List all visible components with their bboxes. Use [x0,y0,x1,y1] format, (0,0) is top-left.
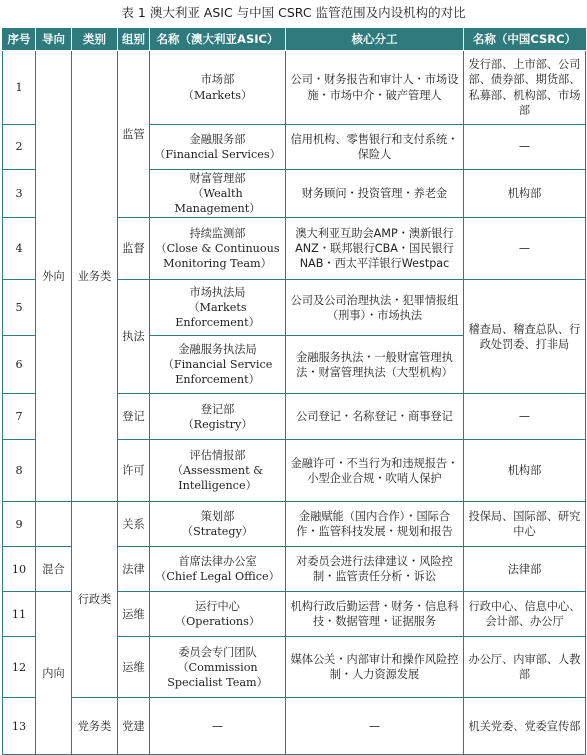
group-cell: 运维 [118,637,150,698]
header-num: 序号 [3,29,36,51]
asic-name-cell [150,125,286,170]
asic-name-en: （Registry） [182,417,253,431]
asic-name-cell [150,280,286,336]
group-cell: 监管 [118,51,150,218]
orientation-cell: 内向 [36,592,72,755]
asic-name-cn: 市场执法局 [189,286,246,300]
asic-name-cell [150,51,286,125]
csrc-name-cell: 投保局、国际部、研究中心 [464,502,586,547]
csrc-name-cell: — [464,125,586,170]
table-row [3,51,586,125]
group-cell: 执法 [118,280,150,394]
core-cell: 财务顾问・投资管理・养老金 [286,170,464,218]
asic-name-cell: — [150,698,286,755]
group-cell: 监督 [118,218,150,280]
row-num: 7 [3,394,36,440]
csrc-name-cell: 行政中心、信息中心、会计部、办公厅 [464,592,586,637]
asic-name-cn: 首席法律办公室 [178,555,257,569]
asic-name-cell [150,218,286,280]
group-cell: 许可 [118,440,150,502]
row-num: 1 [3,51,36,125]
asic-name-cell [150,394,286,440]
asic-name-en: （Chief Legal Office） [155,570,280,584]
core-cell: — [286,698,464,755]
group-cell: 登记 [118,394,150,440]
asic-name-cell [150,592,286,637]
asic-name-en: （Close & Continuous Monitoring Team） [155,242,280,271]
csrc-name-cell: 办公厅、内审部、人教部 [464,637,586,698]
asic-name-cn: 财富管理部 [189,172,246,185]
row-num: 9 [3,502,36,547]
row-num: 12 [3,637,36,698]
row-num: 3 [3,170,36,218]
asic-name-cell [150,502,286,547]
csrc-name-cell: — [464,218,586,280]
asic-name-cn: 金融服务执法局 [178,343,257,357]
csrc-name-cell: 机关党委、党委宣传部 [464,698,586,755]
csrc-name-cell: 机构部 [464,170,586,218]
asic-name-cn: 策划部 [200,510,235,524]
row-num: 11 [3,592,36,637]
category-cell: 行政类 [72,502,118,698]
asic-name-en: （Operations） [174,615,261,629]
asic-name-en: （Assessment & Intelligence） [171,464,264,493]
group-cell: 党建 [118,698,150,755]
core-cell: 信用机构、零售银行和支付系统・保险人 [286,125,464,170]
csrc-name-cell: 法律部 [464,547,586,592]
asic-name-cn: 市场部 [200,73,235,87]
core-cell: 金融服务执法・一般财富管理执法・财富管理执法（大型机构） [286,336,464,394]
asic-name-cn: 委员会专门团队 [178,645,257,659]
category-cell: 党务类 [72,698,118,755]
asic-name-cell [150,440,286,502]
row-num: 5 [3,280,36,336]
orientation-cell: 混合 [36,547,72,592]
row-num: 2 [3,125,36,170]
asic-name-en: （Markets Enforcement） [175,301,260,330]
asic-name-cn: 持续监测部 [189,227,246,241]
header-asic-name: 名称（澳大利亚ASIC） [150,29,286,51]
group-cell: 法律 [118,547,150,592]
asic-name-en: （Markets） [182,88,253,102]
header-row [3,29,586,51]
csrc-name-cell: 发行部、上市部、公司部、债券部、期货部、私募部、机构部、市场部 [464,51,586,125]
csrc-name-cell: 稽查局、稽查总队、行政处罚委、打非局 [464,280,586,394]
asic-name-en: （Financial Services） [154,148,281,161]
core-cell: 对委员会进行法律建议・风险控制・监管责任分析・诉讼 [286,547,464,592]
row-num: 6 [3,336,36,394]
asic-name-en: （Strategy） [181,525,254,539]
table-row [3,502,586,547]
group-cell: 运维 [118,592,150,637]
row-num: 13 [3,698,36,755]
row-num: 8 [3,440,36,502]
asic-name-en: （Wealth Management） [174,187,261,216]
asic-name-cell [150,170,286,218]
comparison-table [2,28,586,755]
core-cell: 澳大利亚互助会AMP・澳新银行ANZ・联邦银行CBA・国民银行NAB・西太平洋银行Westpac [286,218,464,280]
core-cell: 公司登记・名称登记・商事登记 [286,394,464,440]
asic-name-cn: 金融服务部 [189,132,246,146]
asic-name-cn: 评估情报部 [189,449,246,463]
asic-name-cn: 登记部 [200,402,235,416]
header-category: 类别 [72,29,118,51]
header-orientation: 导向 [36,29,72,51]
csrc-name-cell: 机构部 [464,440,586,502]
asic-name-cell [150,637,286,698]
core-cell: 金融许可・不当行为和违规报告・小型企业合规・吹哨人保护 [286,440,464,502]
asic-name-cn: 运行中心 [195,600,240,614]
core-cell: 公司及公司治理执法・犯罪情报组（刑事）・市场执法 [286,280,464,336]
category-cell: 业务类 [72,51,118,502]
row-num: 10 [3,547,36,592]
core-cell: 机构行政后勤运营・财务・信息科技・数据管理・证据服务 [286,592,464,637]
row-num: 4 [3,218,36,280]
table-row [3,698,586,755]
asic-name-cell [150,336,286,394]
header-group: 组别 [118,29,150,51]
header-csrc-name: 名称（中国CSRC） [464,29,586,51]
asic-name-cell [150,547,286,592]
orientation-cell-blank [36,502,72,547]
asic-name-en: （Commission Specialist Team） [167,660,268,689]
header-core: 核心分工 [286,29,464,51]
core-cell: 媒体公关・内部审计和操作风险控制・人力资源发展 [286,637,464,698]
core-cell: 金融赋能（国内合作）・国际合作・监管科技发展・规划和报告 [286,502,464,547]
table-caption: 表 1 澳大利亚 ASIC 与中国 CSRC 监管范围及内设机构的对比 [121,5,466,20]
core-cell: 公司・财务报告和审计人・市场设施・市场中介・破产管理人 [286,51,464,125]
asic-name-en: （Financial Service Enforcement） [162,358,273,387]
group-cell: 关系 [118,502,150,547]
orientation-cell: 外向 [36,51,72,502]
csrc-name-cell: — [464,394,586,440]
